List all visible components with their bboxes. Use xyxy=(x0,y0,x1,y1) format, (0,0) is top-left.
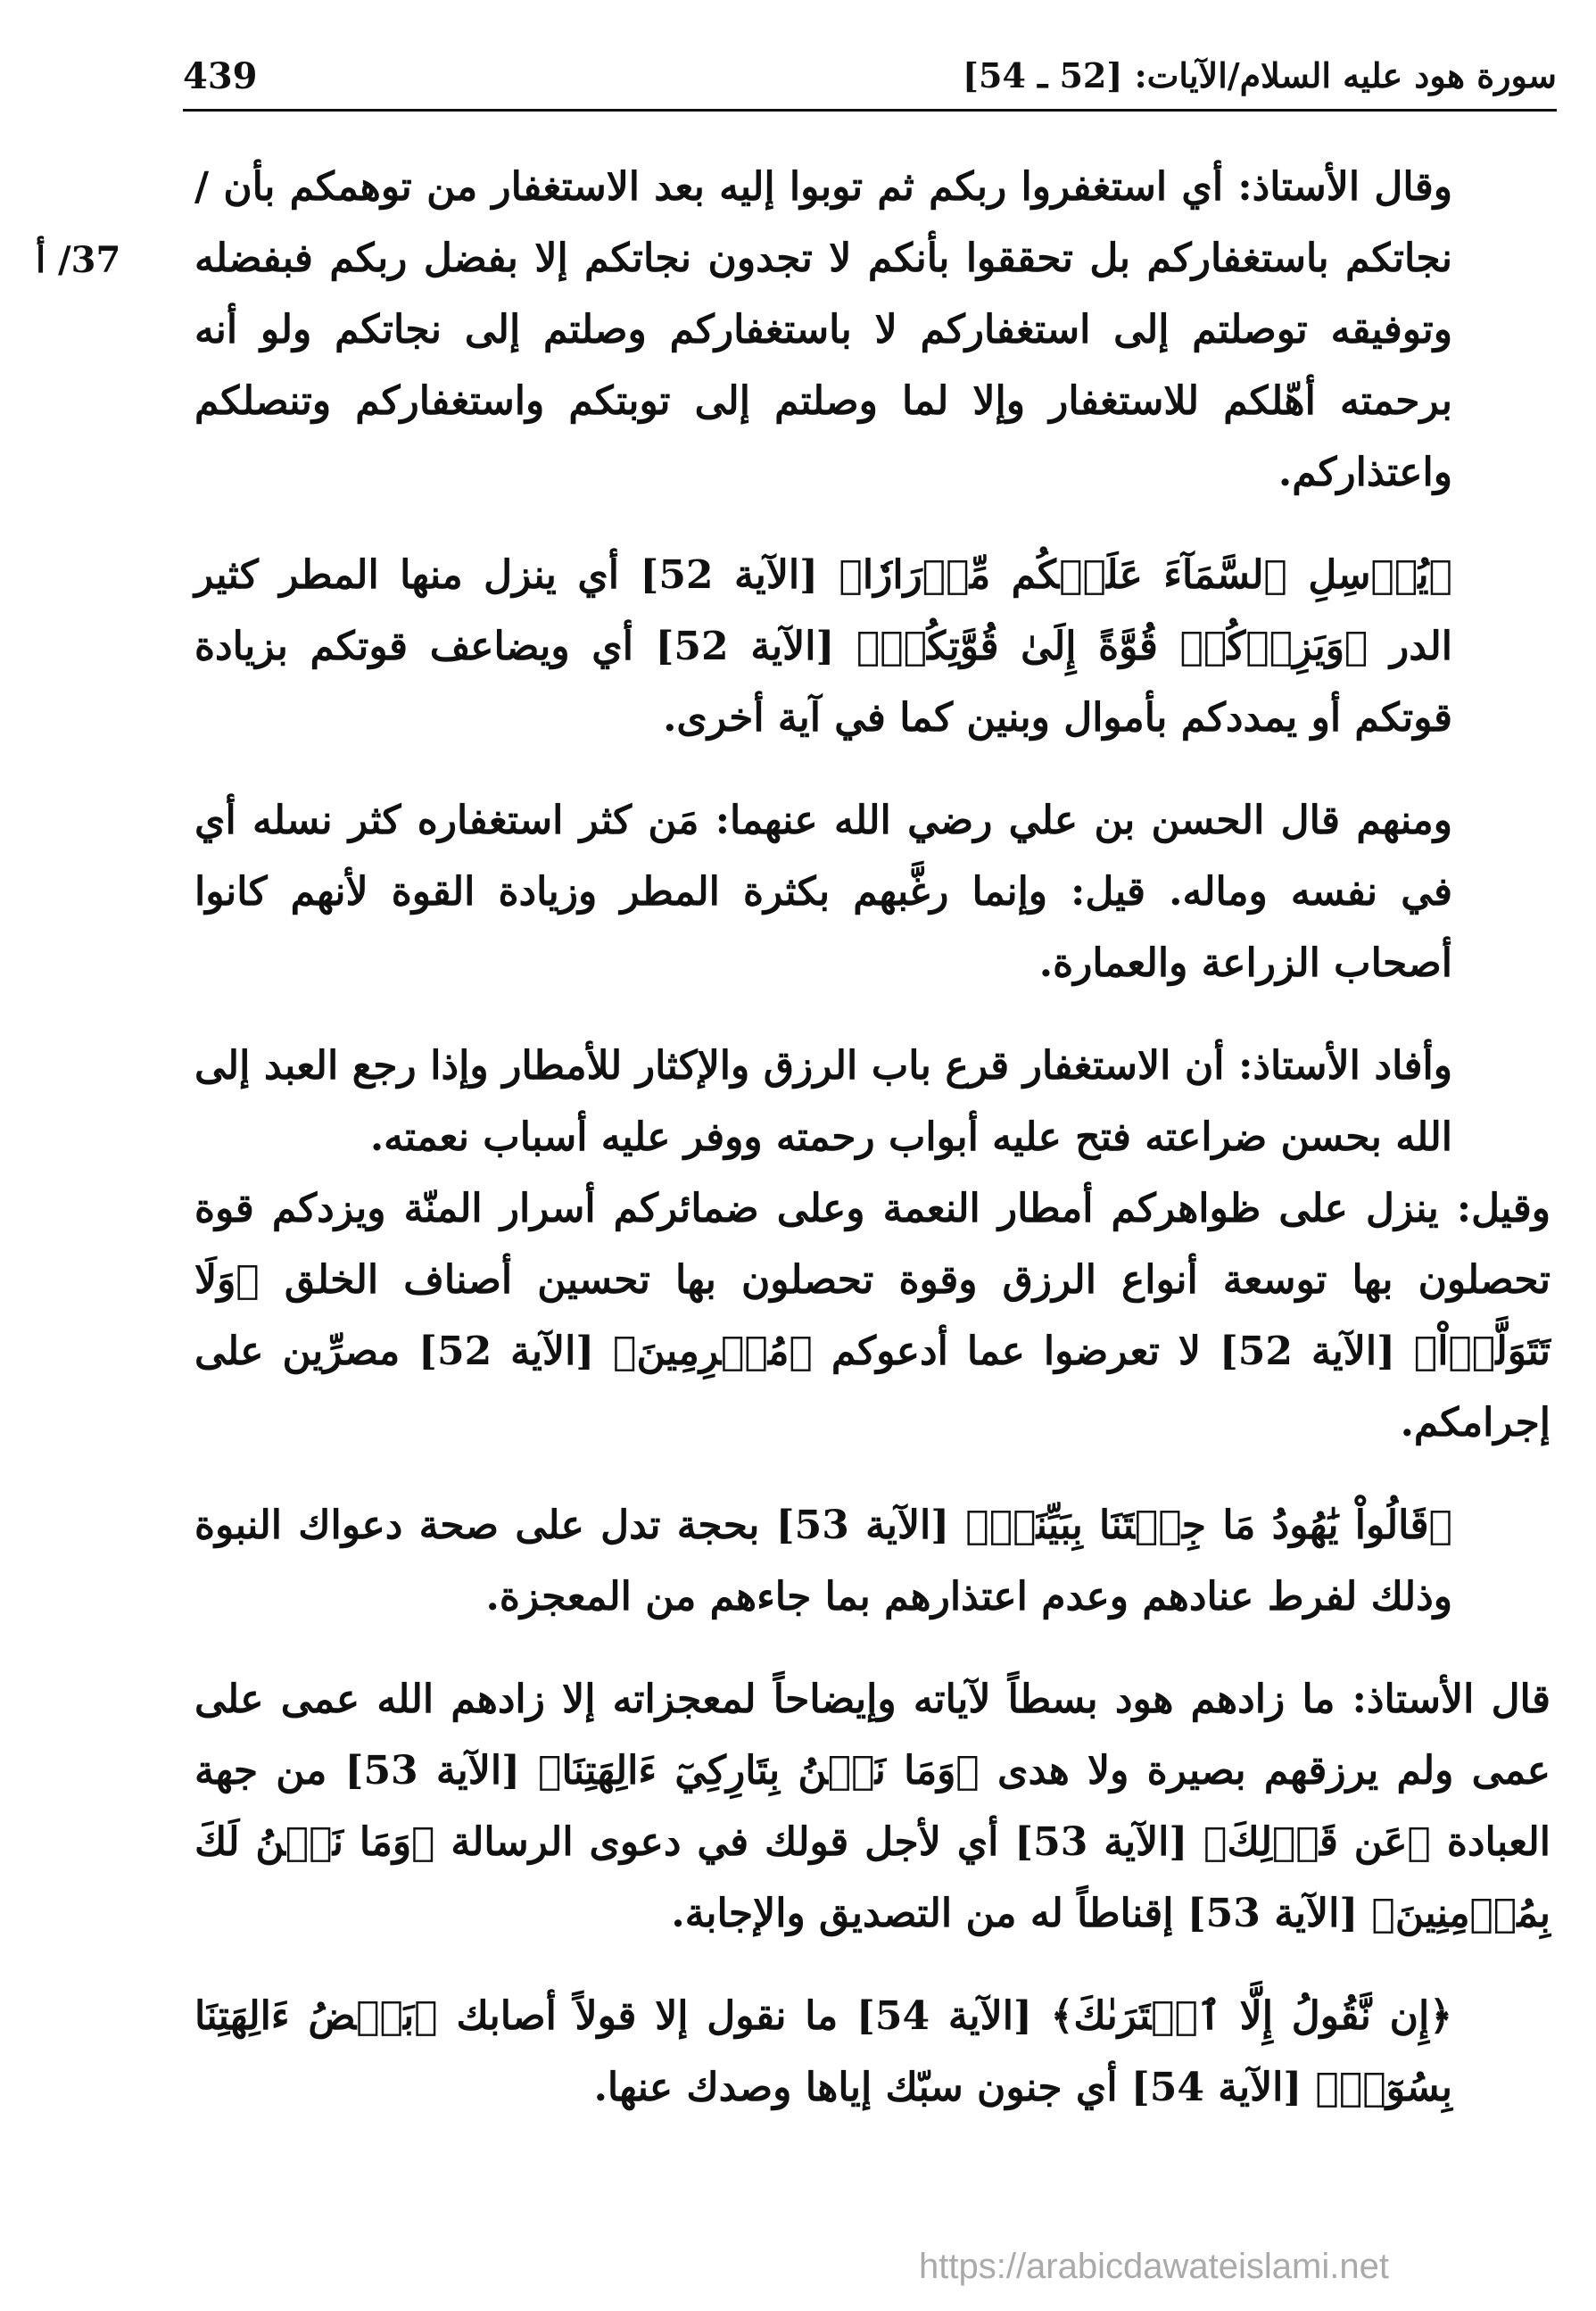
paragraph-6: ﴿قَالُواْ يَٰهُودُ مَا جِئۡتَنَا بِبَيِّنَةٖ﴾ [الآية 53] بحجة تدل على صحة دعواك النبوة وذلك لفرط عنادهم وعدم اعتذارهم بما جاءهم من المعجزة. xyxy=(194,1503,1452,1619)
watermark-url: https://arabicdawateislami.net xyxy=(919,2247,1389,2286)
paragraph-4: وأفاد الأستاذ: أن الاستغفار قرع باب الرزق والإكثار للأمطار وإذا رجع العبد إلى الله بحسن ضراعته فتح عليه أبواب رحمته ووفر عليه أسباب نعمته. xyxy=(194,1043,1452,1160)
header-title: سورة هود عليه السلام/الآيات: [52 ـ 54] xyxy=(963,55,1557,95)
page-body xyxy=(194,152,1551,2155)
paragraph-8: ﴿إِن نَّقُولُ إِلَّا ٱعۡتَرَىٰكَ﴾ [الآية 54] ما نقول إلا قولاً أصابك ﴿بَعۡضُ ءَالِهَتِنَا بِسُوٓءٖ﴾ [الآية 54] أي جنون سبّك إياها وصدك عنها. xyxy=(194,1993,1452,2110)
paragraph-3: ومنهم قال الحسن بن علي رضي الله عنهما: مَن كثر استغفاره كثر نسله أي في نفسه وماله. قيل: وإنما رغَّبهم بكثرة المطر وزيادة القوة لأنهم كانوا أصحاب الزراعة والعمارة. xyxy=(194,798,1452,986)
paragraph-5: وقيل: ينزل على ظواهركم أمطار النعمة وعلى ضمائركم أسرار المنّة ويزدكم قوة تحصلون بها توسعة أنواع الرزق وقوة تحصلون بها تحسين أصناف الخلق ﴿وَلَا تَتَوَلَّوۡاْ﴾ [الآية 52] لا تعرضوا عما أدعوكم ﴿مُجۡرِمِينَ﴾ [الآية 52] مصرِّين على إجرامكم. xyxy=(194,1186,1551,1445)
paragraph-1: وقال الأستاذ: أي استغفروا ربكم ثم توبوا إليه بعد الاستغفار من توهمكم بأن / نجاتكم باستغفاركم بل تحققوا بأنكم لا تجدون نجاتكم إلا بفضل ربكم فبفضله وتوفيقه توصلتم إلى استغفاركم لا باستغفاركم وصلتم إلى نجاتكم ولو أنه برحمته أهّلكم للاستغفار وإلا لما وصلتم إلى توبتكم واستغفاركم وتنصلكم واعتذاركم. xyxy=(194,164,1452,495)
paragraph-2: ﴿يُرۡسِلِ ٱلسَّمَآءَ عَلَيۡكُم مِّدۡرَارٗا﴾ [الآية 52] أي ينزل منها المطر كثير الدر ﴿وَيَزِدۡكُمۡ قُوَّةً إِلَىٰ قُوَّتِكُمۡ﴾ [الآية 52] أي ويضاعف قوتكم بزيادة قوتكم أو يمددكم بأموال وبنين كما في آية أخرى. xyxy=(194,552,1452,741)
header-rule xyxy=(183,109,1557,112)
paragraph-7: قال الأستاذ: ما زادهم هود بسطاً لآياته وإيضاحاً لمعجزاته إلا زادهم الله عمى على عمى ولم يرزقهم بصيرة ولا هدى ﴿وَمَا نَحۡنُ بِتَارِكِيٓ ءَالِهَتِنَا﴾ [الآية 53] من جهة العبادة ﴿عَن قَوۡلِكَ﴾ [الآية 53] أي لأجل قولك في دعوى الرسالة ﴿وَمَا نَحۡنُ لَكَ بِمُؤۡمِنِينَ﴾ [الآية 53] إقناطاً له من التصديق والإجابة. xyxy=(194,1677,1551,1936)
page-number: 439 xyxy=(183,55,258,97)
running-header xyxy=(183,55,1557,109)
margin-folio-note: 37/ أ xyxy=(36,239,121,281)
